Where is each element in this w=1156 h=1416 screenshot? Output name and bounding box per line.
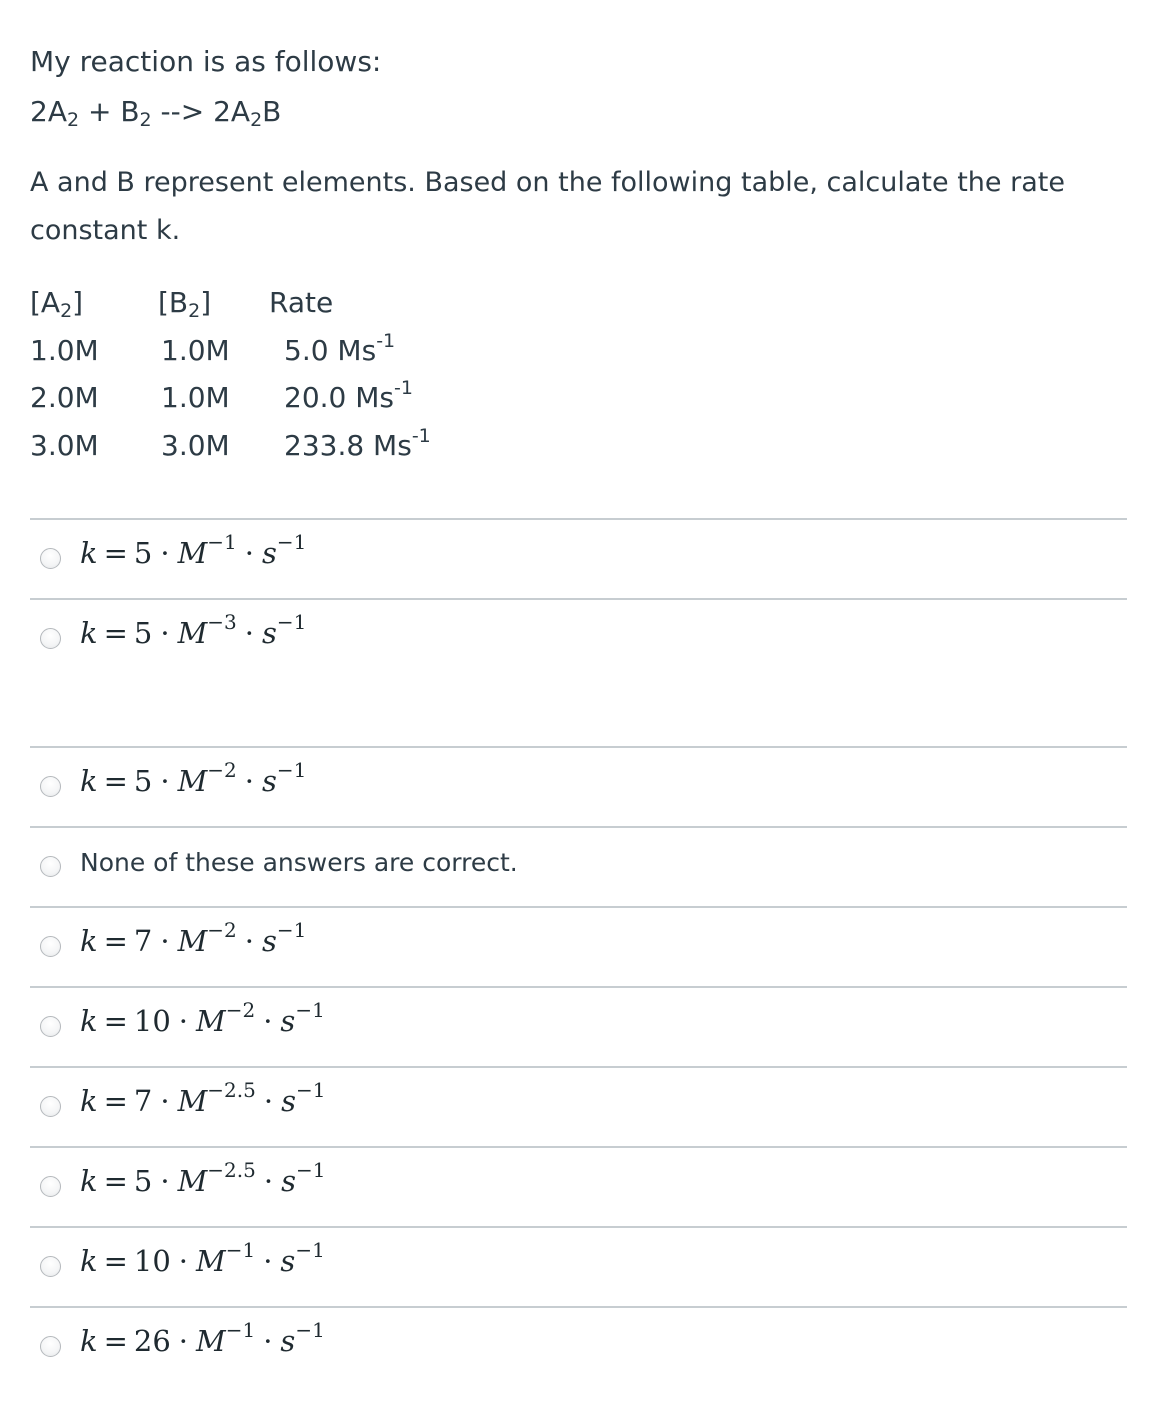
table-cell-a: 1.0M (30, 334, 99, 367)
table-header-a2: $[A_2]$ (30, 286, 84, 322)
answer-text: None of these answers are correct. (80, 848, 518, 877)
radio-button[interactable] (40, 548, 61, 569)
question-intro: My reaction is as follows: (30, 45, 382, 78)
answer-math: $k = 5 \cdot M^{-2.5} \cdot s^{-1}$ (80, 1158, 326, 1198)
answer-math: $k = 26 \cdot M^{-1} \cdot s^{-1}$ (80, 1318, 325, 1358)
answer-option-7[interactable] (30, 1068, 1127, 1146)
answer-math: $k = 7 \cdot M^{-2} \cdot s^{-1}$ (80, 918, 307, 958)
answer-option-10[interactable] (30, 1308, 1127, 1386)
answer-option-4[interactable] (30, 828, 1127, 906)
table-cell-b: 3.0M (161, 429, 230, 462)
answer-math: $k = 10 \cdot M^{-1} \cdot s^{-1}$ (80, 1238, 325, 1278)
answer-option-3[interactable] (30, 748, 1127, 826)
question-prompt-line2: constant k. (30, 215, 181, 246)
radio-button[interactable] (40, 628, 61, 649)
table-cell-rate: 233.8 $Ms^{-1}$ (284, 425, 431, 462)
answer-math: $k = 5 \cdot M^{-1} \cdot s^{-1}$ (80, 530, 307, 570)
answer-option-6[interactable] (30, 988, 1127, 1066)
answer-math: $k = 7 \cdot M^{-2.5} \cdot s^{-1}$ (80, 1078, 326, 1118)
table-cell-a: 3.0M (30, 429, 99, 462)
radio-button[interactable] (40, 856, 61, 877)
table-cell-rate: 5.0 $Ms^{-1}$ (284, 330, 396, 367)
answer-math: $k = 10 \cdot M^{-2} \cdot s^{-1}$ (80, 998, 325, 1038)
radio-button[interactable] (40, 1176, 61, 1197)
question-prompt-line1: A and B represent elements. Based on the following table, calculate the rate (30, 167, 1065, 198)
answer-option-9[interactable] (30, 1228, 1127, 1306)
answer-option-1[interactable] (30, 520, 1127, 598)
table-header-rate: Rate (269, 286, 334, 319)
answer-math: $k = 5 \cdot M^{-2} \cdot s^{-1}$ (80, 758, 307, 798)
answer-option-8[interactable] (30, 1148, 1127, 1226)
radio-button[interactable] (40, 1256, 61, 1277)
table-cell-rate: 20.0 $Ms^{-1}$ (284, 377, 413, 414)
answer-option-2[interactable] (30, 600, 1127, 746)
radio-button[interactable] (40, 776, 61, 797)
table-cell-b: 1.0M (161, 334, 230, 367)
radio-button[interactable] (40, 1336, 61, 1357)
radio-button[interactable] (40, 1096, 61, 1117)
radio-button[interactable] (40, 936, 61, 957)
table-cell-b: 1.0M (161, 381, 230, 414)
answer-option-5[interactable] (30, 908, 1127, 986)
table-header-b2: $[B_2]$ (158, 286, 212, 322)
answer-math: $k = 5 \cdot M^{-3} \cdot s^{-1}$ (80, 610, 307, 650)
reaction-equation: $2A_2 + B_2$ --> $2A_2B$ (30, 95, 282, 131)
radio-button[interactable] (40, 1016, 61, 1037)
table-cell-a: 2.0M (30, 381, 99, 414)
